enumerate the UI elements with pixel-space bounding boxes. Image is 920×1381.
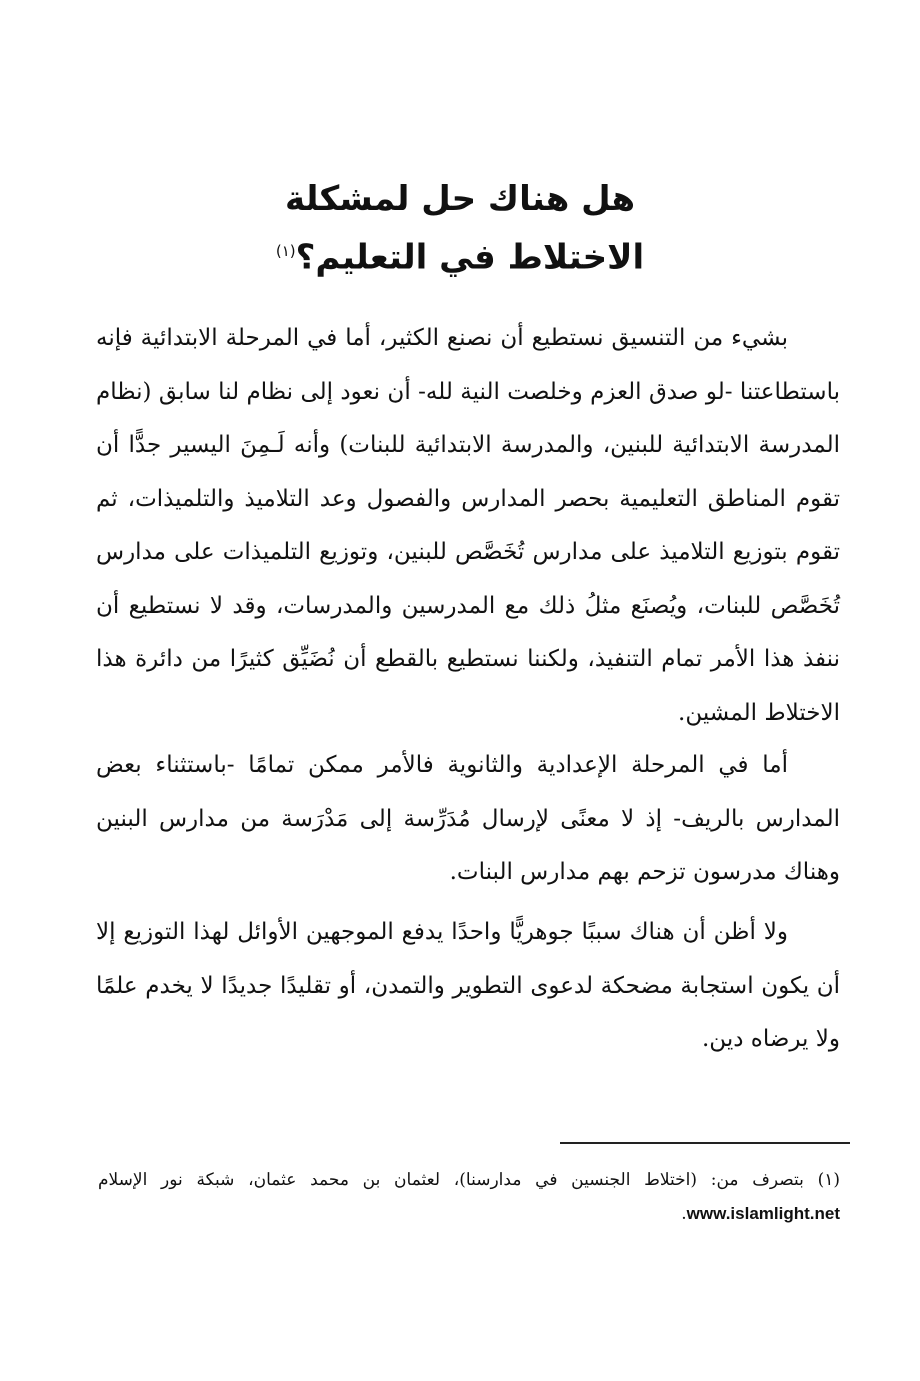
body-paragraph-2: أما في المرحلة الإعدادية والثانوية فالأمر ممكن تمامًا -باستثناء بعض المدارس بالريف- إذ لا معنًى لإرسال مُدَرِّسة إلى مَدْرَسة من مدارس البنين وهناك مدرسون تزحم بهم مدارس البنات. bbox=[96, 752, 840, 885]
footnote bbox=[98, 1164, 840, 1231]
body-paragraph-3: ولا أظن أن هناك سببًا جوهريًّا واحدًا يدفع الموجهين الأوائل لهذا التوزيع إلا أن يكون استجابة مضحكة لدعوى التطوير والتمدن، أو تقليدًا جديدًا لا يخدم علمًا ولا يرضاه دين. bbox=[96, 919, 840, 1052]
footnote-marker: (١) bbox=[817, 1170, 840, 1190]
footnote-url-period: . bbox=[681, 1204, 687, 1224]
footnote-reference: (١) bbox=[275, 242, 296, 260]
footnote-url: www.islamlight.net bbox=[686, 1204, 840, 1223]
body-paragraph-1: بشيء من التنسيق نستطيع أن نصنع الكثير، أما في المرحلة الابتدائية فإنه باستطاعتنا -لو صدق العزم وخلصت النية لله- أن نعود إلى نظام لنا سابق (نظام المدرسة الابتدائية للبنين، والمدرسة الابتدائية للبنات) وأنه لَـمِنَ اليسير جدًّا أن تقوم المناطق التعليمية بحصر المدارس والفصول وعد التلاميذ والتلميذات، ثم تقوم بتوزيع التلاميذ على مدارس تُخَصَّص للبنين، وتوزيع التلميذات على مدارس تُخَصَّص للبنات، ويُصنَع مثلُ ذلك مع المدرسين والمدرسات، وقد لا نستطيع أن ننفذ هذا الأمر تمام التنفيذ، ولكننا نستطيع بالقطع أن نُضَيِّق كثيرًا من دائرة هذا الاختلاط المشين. bbox=[96, 325, 840, 726]
footnote-text: بتصرف من: (اختلاط الجنسين في مدارسنا)، لعثمان بن محمد عثمان، شبكة نور الإسلام bbox=[98, 1170, 804, 1190]
page-title-line-2 bbox=[0, 230, 920, 278]
footnote-separator bbox=[560, 1142, 850, 1144]
title-line-2-text: الاختلاط في التعليم؟ bbox=[295, 237, 645, 278]
page-title-line-1 bbox=[0, 178, 920, 220]
title-line-1-text: هل هناك حل لمشكلة bbox=[284, 179, 636, 219]
